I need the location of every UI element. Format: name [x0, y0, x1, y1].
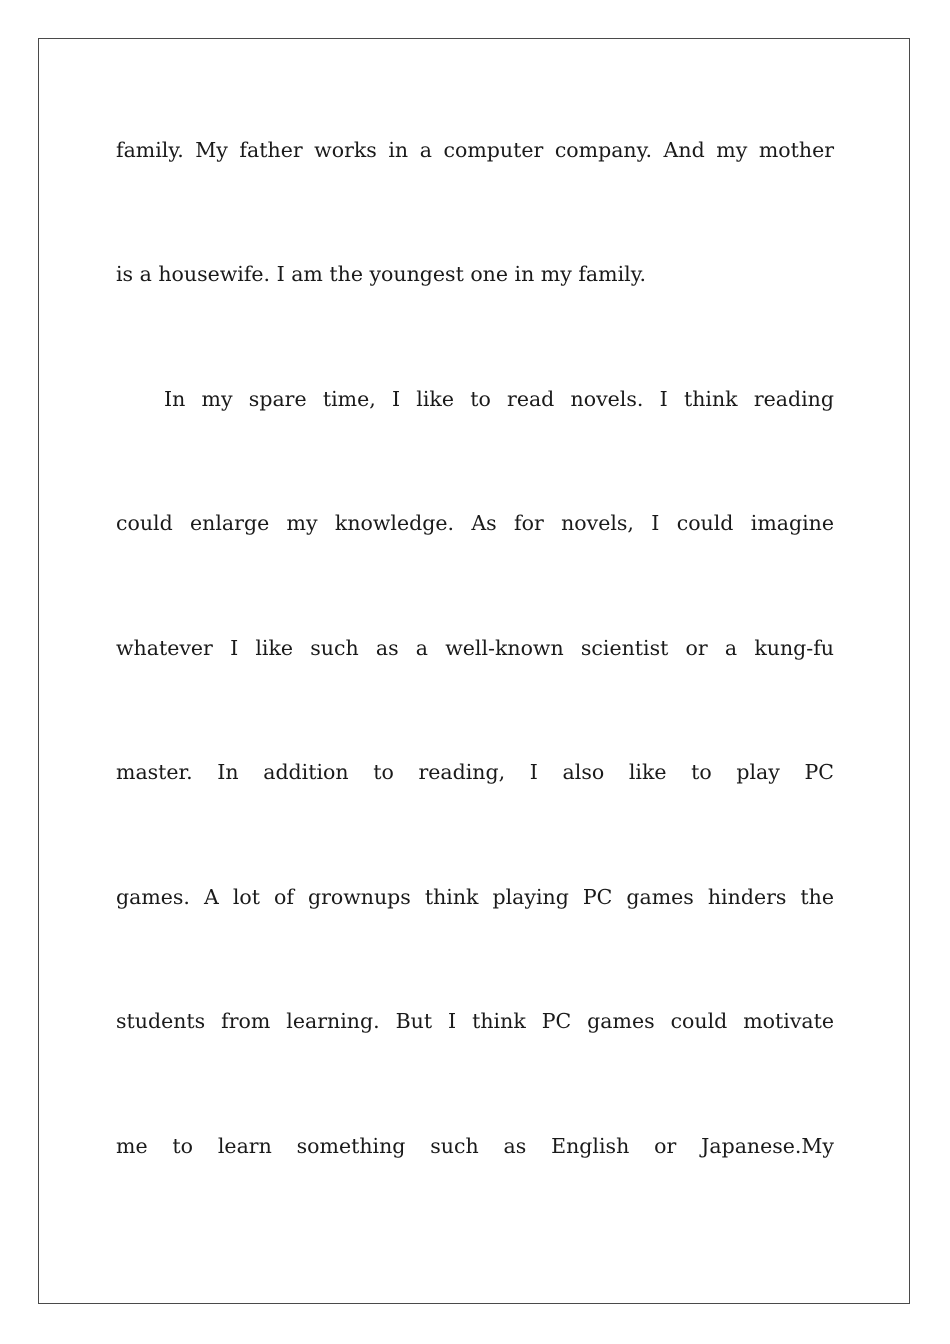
paragraph-line: In my spare time, I like to read novels. I think reading: [164, 387, 834, 411]
paragraph-line: is a housewife. I am the youngest one in my family.: [116, 262, 647, 286]
paragraph-line: master. In addition to reading, I also like to play PC: [116, 760, 834, 784]
paragraph-line: me to learn something such as English or Japanese.My: [116, 1134, 834, 1158]
paragraph-line: family. My father works in a computer company. And my mother: [116, 138, 834, 162]
paragraph-line: could enlarge my knowledge. As for novels, I could imagine: [116, 511, 834, 535]
page-border: [38, 38, 910, 1304]
paragraph-line: games. A lot of grownups think playing PC games hinders the: [116, 885, 834, 909]
paragraph-line: whatever I like such as a well-known scientist or a kung-fu: [116, 636, 834, 660]
paragraph-line: students from learning. But I think PC games could motivate: [116, 1009, 834, 1033]
